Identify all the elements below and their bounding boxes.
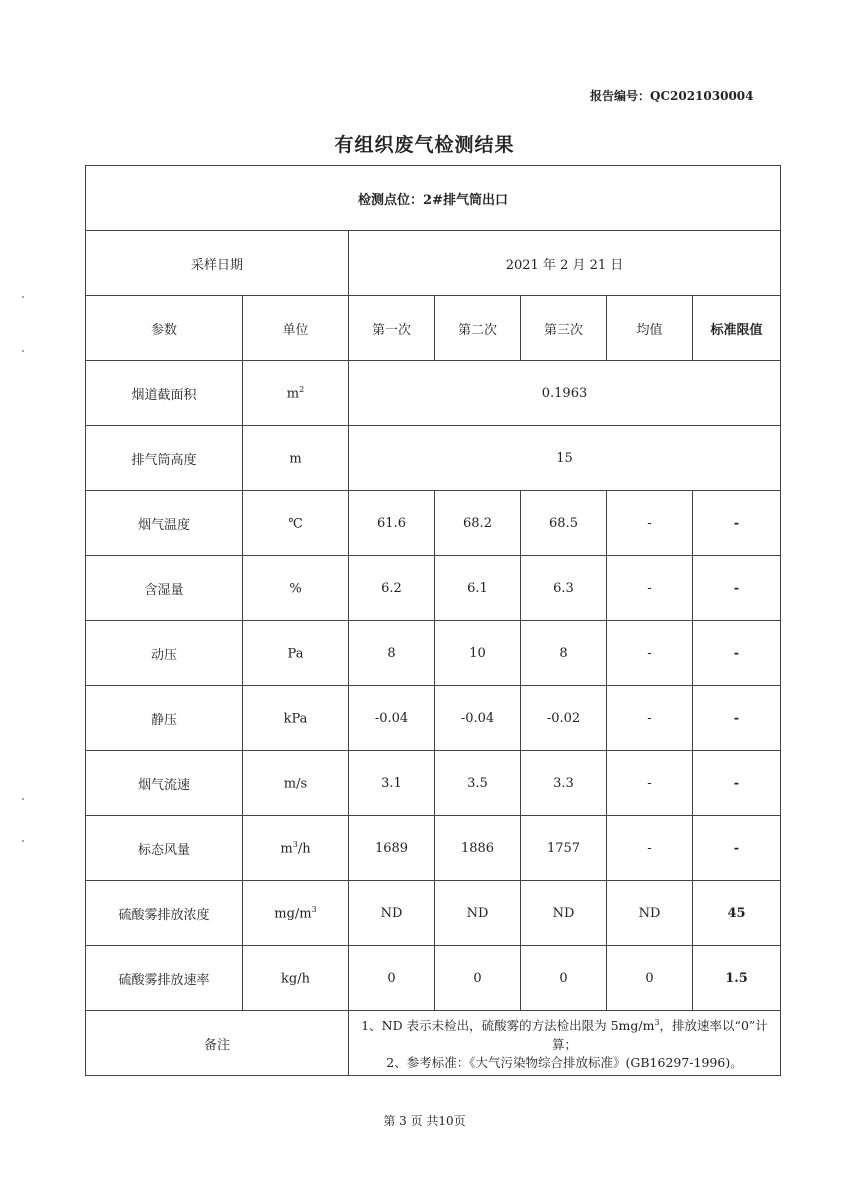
value-mean: - xyxy=(607,621,693,686)
remark-label: 备注 xyxy=(86,1011,349,1076)
table-row xyxy=(86,361,781,426)
value-second: 1886 xyxy=(435,816,521,881)
value-second: 68.2 xyxy=(435,491,521,556)
value-first: 8 xyxy=(349,621,435,686)
scan-mark xyxy=(22,296,24,298)
value-third: 1757 xyxy=(521,816,607,881)
value-third: 68.5 xyxy=(521,491,607,556)
header-second: 第二次 xyxy=(435,296,521,361)
param-cell: 硫酸雾排放浓度 xyxy=(86,881,243,946)
value-limit: - xyxy=(693,751,781,816)
table-row xyxy=(86,491,781,556)
value-mean: - xyxy=(607,556,693,621)
value-mean: - xyxy=(607,491,693,556)
param-cell: 动压 xyxy=(86,621,243,686)
remark-text xyxy=(349,1011,781,1076)
value-first: ND xyxy=(349,881,435,946)
scan-mark xyxy=(22,350,24,352)
value-mean: - xyxy=(607,751,693,816)
table-row xyxy=(86,426,781,491)
unit-cell: m xyxy=(243,426,349,491)
table-row xyxy=(86,946,781,1011)
unit-cell: ℃ xyxy=(243,491,349,556)
param-cell: 烟道截面积 xyxy=(86,361,243,426)
value-limit: 1.5 xyxy=(693,946,781,1011)
scan-mark xyxy=(22,840,24,842)
value-mean: ND xyxy=(607,881,693,946)
param-cell: 烟气流速 xyxy=(86,751,243,816)
value-third: 3.3 xyxy=(521,751,607,816)
header-third: 第三次 xyxy=(521,296,607,361)
result-table xyxy=(85,165,781,1076)
value-limit: - xyxy=(693,491,781,556)
unit-cell: $m^3/h$ xyxy=(243,816,349,881)
unit-cell: $m^2$ xyxy=(243,361,349,426)
unit-cell: $mg/m^3$ xyxy=(243,881,349,946)
value-third: 6.3 xyxy=(521,556,607,621)
value-merged-cell: 15 xyxy=(349,426,781,491)
value-mean: - xyxy=(607,816,693,881)
scan-mark xyxy=(22,798,24,800)
header-param: 参数 xyxy=(86,296,243,361)
page-title: 有组织废气检测结果 xyxy=(334,134,515,156)
remark-line-2: 2、参考标准：《大气污染物综合排放标准》(GB16297-1996)。 xyxy=(386,1054,743,1070)
param-cell: 含湿量 xyxy=(86,556,243,621)
value-first: 6.2 xyxy=(349,556,435,621)
value-third: -0.02 xyxy=(521,686,607,751)
table-row xyxy=(86,816,781,881)
value-merged-cell: 0.1963 xyxy=(349,361,781,426)
value-third: 0 xyxy=(521,946,607,1011)
unit-cell: % xyxy=(243,556,349,621)
unit-cell: kg/h xyxy=(243,946,349,1011)
location-cell: 检测点位：2#排气筒出口 xyxy=(86,166,781,231)
value-limit: 45 xyxy=(693,881,781,946)
page-number: 第 3 页 共10页 xyxy=(383,1114,466,1128)
sampling-date-value: 2021 年 2 月 21 日 xyxy=(349,231,781,296)
value-second: 10 xyxy=(435,621,521,686)
header-limit: 标准限值 xyxy=(693,296,781,361)
table-row xyxy=(86,621,781,686)
param-cell: 硫酸雾排放速率 xyxy=(86,946,243,1011)
value-mean: 0 xyxy=(607,946,693,1011)
table-row xyxy=(86,751,781,816)
value-first: 1689 xyxy=(349,816,435,881)
value-third: 8 xyxy=(521,621,607,686)
header-first: 第一次 xyxy=(349,296,435,361)
value-first: 3.1 xyxy=(349,751,435,816)
value-third: ND xyxy=(521,881,607,946)
value-first: -0.04 xyxy=(349,686,435,751)
header-unit: 单位 xyxy=(243,296,349,361)
report-number: 报告编号：QC2021030004 xyxy=(590,89,754,103)
table-row xyxy=(86,686,781,751)
value-limit: - xyxy=(693,556,781,621)
value-limit: - xyxy=(693,621,781,686)
value-second: 6.1 xyxy=(435,556,521,621)
value-first: 0 xyxy=(349,946,435,1011)
value-limit: - xyxy=(693,686,781,751)
param-cell: 静压 xyxy=(86,686,243,751)
value-mean: - xyxy=(607,686,693,751)
header-mean: 均值 xyxy=(607,296,693,361)
header-row xyxy=(86,296,781,361)
value-second: -0.04 xyxy=(435,686,521,751)
value-limit: - xyxy=(693,816,781,881)
remark-line-1: 1、ND 表示未检出，硫酸雾的方法检出限为 $5mg/m^3$，排放速率以“0”计算； xyxy=(361,1018,768,1052)
param-cell: 烟气温度 xyxy=(86,491,243,556)
unit-cell: Pa xyxy=(243,621,349,686)
value-second: 3.5 xyxy=(435,751,521,816)
table-row xyxy=(86,556,781,621)
unit-cell: kPa xyxy=(243,686,349,751)
table-row xyxy=(86,881,781,946)
value-second: ND xyxy=(435,881,521,946)
remark-row xyxy=(86,1011,781,1076)
unit-cell: m/s xyxy=(243,751,349,816)
param-cell: 排气筒高度 xyxy=(86,426,243,491)
value-second: 0 xyxy=(435,946,521,1011)
value-first: 61.6 xyxy=(349,491,435,556)
param-cell: 标态风量 xyxy=(86,816,243,881)
sampling-date-label: 采样日期 xyxy=(86,231,349,296)
